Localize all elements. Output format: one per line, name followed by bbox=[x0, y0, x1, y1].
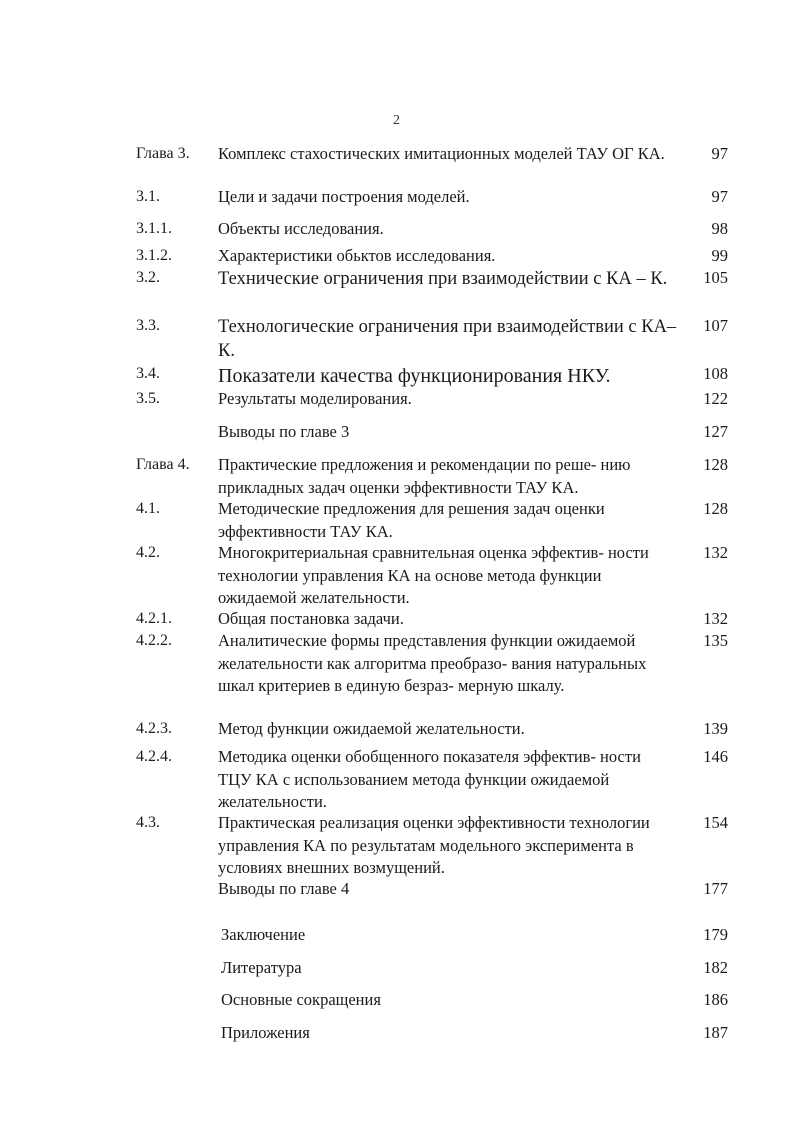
entry-number: Глава 4. bbox=[136, 456, 190, 473]
entry-page: 122 bbox=[703, 389, 728, 408]
entry-page: 97 bbox=[711, 187, 728, 206]
entry-number: 4.1. bbox=[136, 500, 160, 517]
entry-page: 182 bbox=[703, 958, 728, 977]
entry-title: Показатели качества функционирования НКУ. bbox=[218, 365, 611, 387]
entry-title: Практическая реализация оценки эффективности технологии управления КА по результатам модельного эксперимента в условиях внешних возмущений. bbox=[218, 813, 650, 877]
entry-title: Цели и задачи построения моделей. bbox=[218, 187, 470, 206]
entry-title: Выводы по главе 3 bbox=[218, 422, 350, 441]
entry-page: 105 bbox=[703, 268, 728, 287]
entry-page: 107 bbox=[703, 316, 728, 335]
entry-page: 128 bbox=[703, 455, 728, 474]
entry-title: Выводы по главе 4 bbox=[218, 879, 350, 898]
entry-title: Практические предложения и рекомендации по реше- нию прикладных задач оценки эффективности ТАУ КА. bbox=[218, 455, 631, 497]
entry-page: 179 bbox=[703, 925, 728, 944]
entry-number: 3.4. bbox=[136, 365, 160, 382]
entry-number: 4.2. bbox=[136, 544, 160, 561]
entry-title: Характеристики обьктов исследования. bbox=[218, 246, 496, 265]
entry-page: 128 bbox=[703, 499, 728, 518]
page-number: 2 bbox=[393, 113, 400, 128]
entry-title: Аналитические формы представления функции ожидаемой желательности как алгоритма преобразо- вания натуральных шкал критериев в единую безраз- мерную шкалу. bbox=[218, 631, 647, 695]
entry-number: 4.2.1. bbox=[136, 610, 172, 627]
entry-title: Методические предложения для решения задач оценки эффективности ТАУ КА. bbox=[218, 499, 605, 541]
entry-title: Технические ограничения при взаимодействии с КА – К. bbox=[218, 269, 668, 289]
entry-title: Метод функции ожидаемой желательности. bbox=[218, 719, 525, 738]
entry-title: Общая постановка задачи. bbox=[218, 609, 404, 628]
entry-page: 146 bbox=[703, 747, 728, 766]
entry-number: 3.2. bbox=[136, 269, 160, 286]
entry-page: 132 bbox=[703, 609, 728, 628]
entry-page: 97 bbox=[711, 144, 728, 163]
entry-number: 3.1. bbox=[136, 188, 160, 205]
entry-title: Основные сокращения bbox=[221, 990, 381, 1009]
entry-title: Технологические ограничения при взаимодействии с КА– К. bbox=[218, 317, 677, 361]
entry-page: 154 bbox=[703, 813, 728, 832]
entry-number: 4.3. bbox=[136, 814, 160, 831]
entry-number: 3.5. bbox=[136, 390, 160, 407]
entry-title: Результаты моделирования. bbox=[218, 389, 412, 408]
entry-title: Многокритериальная сравнительная оценка эффектив- ности технологии управления КА на основе метода функции ожидаемой желательности. bbox=[218, 543, 649, 607]
entry-page: 186 bbox=[703, 990, 728, 1009]
entry-number: 4.2.2. bbox=[136, 632, 172, 649]
entry-page: 139 bbox=[703, 719, 728, 738]
entry-title: Комплекс стахостических имитационных моделей ТАУ ОГ КА. bbox=[218, 144, 665, 163]
entry-number: 4.2.4. bbox=[136, 748, 172, 765]
entry-page: 187 bbox=[703, 1023, 728, 1042]
entry-page: 177 bbox=[703, 879, 728, 898]
entry-title: Объекты исследования. bbox=[218, 219, 384, 238]
entry-page: 127 bbox=[703, 422, 728, 441]
entry-number: Глава 3. bbox=[136, 145, 190, 162]
entry-number: 3.1.1. bbox=[136, 220, 172, 237]
entry-title: Приложения bbox=[221, 1023, 310, 1042]
entry-title: Методика оценки обобщенного показателя эффектив- ности ТЦУ КА с использованием метода функции ожидаемой желательности. bbox=[218, 747, 641, 811]
entry-page: 99 bbox=[711, 246, 728, 265]
entry-number: 4.2.3. bbox=[136, 720, 172, 737]
entry-number: 3.1.2. bbox=[136, 247, 172, 264]
entry-page: 108 bbox=[703, 364, 728, 383]
entry-title: Заключение bbox=[221, 925, 306, 944]
entry-page: 98 bbox=[711, 219, 728, 238]
entry-page: 132 bbox=[703, 543, 728, 562]
entry-number: 3.3. bbox=[136, 317, 160, 334]
entry-page: 135 bbox=[703, 631, 728, 650]
entry-title: Литература bbox=[221, 958, 302, 977]
